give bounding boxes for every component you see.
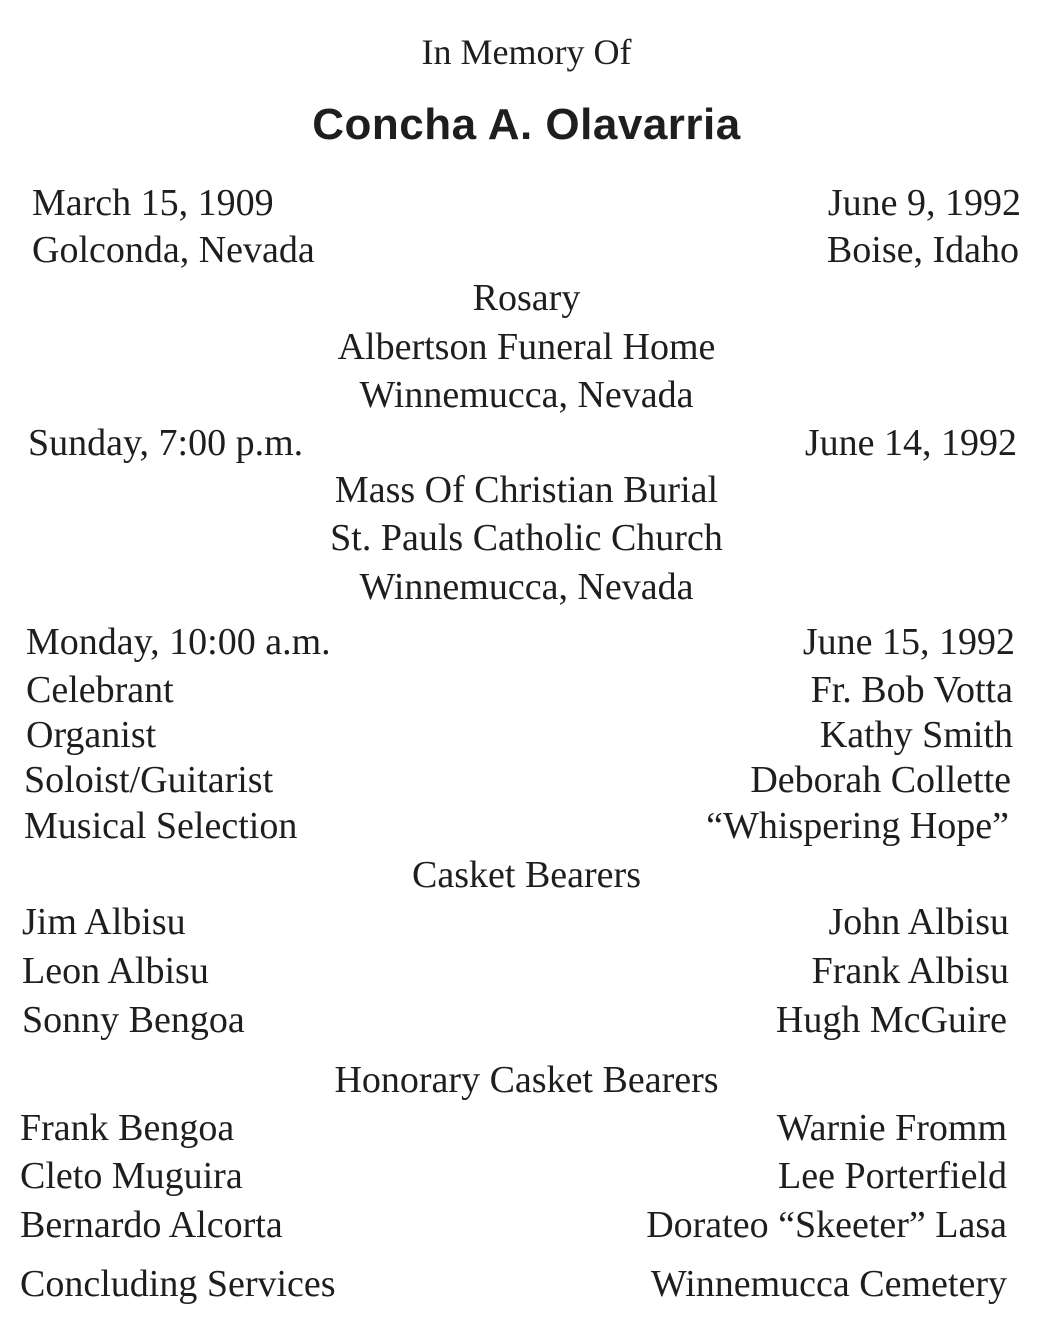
- mass-city-text: Winnemucca, Nevada: [359, 566, 694, 608]
- casket-bearers-title: [0, 853, 1053, 897]
- honorary-name: Bernardo Alcorta: [20, 1204, 283, 1246]
- honorary-bearers-title-text: Honorary Casket Bearers: [334, 1059, 719, 1101]
- bearer-name: Leon Albisu: [22, 950, 209, 992]
- mass-date: June 15, 1992: [802, 621, 1015, 663]
- mass-venue-text: St. Pauls Catholic Church: [330, 517, 723, 559]
- mass-city: [0, 565, 1053, 609]
- birth-place: Golconda, Nevada: [32, 229, 315, 271]
- role-label: Celebrant: [26, 669, 174, 711]
- concluding-label: Concluding Services: [20, 1263, 336, 1305]
- in-memory-text: In Memory Of: [421, 32, 632, 72]
- honorary-name: Lee Porterfield: [778, 1155, 1007, 1197]
- role-label: Musical Selection: [24, 805, 298, 847]
- rosary-venue: [0, 325, 1053, 369]
- role-value: Kathy Smith: [819, 714, 1013, 756]
- honorary-name: Dorateo “Skeeter” Lasa: [646, 1204, 1007, 1246]
- rosary-day-time: Sunday, 7:00 p.m.: [28, 422, 304, 464]
- bearer-name: Hugh McGuire: [775, 999, 1007, 1041]
- honorary-bearers-title: [0, 1058, 1053, 1102]
- rosary-city: [0, 373, 1053, 417]
- bearer-name: Jim Albisu: [22, 901, 186, 943]
- rosary-title-text: Rosary: [472, 277, 581, 319]
- deceased-name: [0, 98, 1053, 152]
- rosary-venue-text: Albertson Funeral Home: [337, 326, 716, 368]
- bearer-name: Sonny Bengoa: [22, 999, 245, 1041]
- role-value: “Whispering Hope”: [706, 805, 1009, 847]
- role-value: Deborah Collette: [750, 759, 1011, 801]
- death-date: June 9, 1992: [827, 182, 1021, 224]
- birth-date: March 15, 1909: [32, 182, 274, 224]
- mass-title: [0, 468, 1053, 512]
- bearer-name: John Albisu: [828, 901, 1009, 943]
- deceased-name-text: Concha A. Olavarria: [312, 100, 741, 149]
- death-place: Boise, Idaho: [826, 229, 1019, 271]
- concluding-value: Winnemucca Cemetery: [650, 1263, 1007, 1305]
- mass-day-time: Monday, 10:00 a.m.: [26, 621, 331, 663]
- honorary-name: Frank Bengoa: [20, 1107, 235, 1149]
- honorary-name: Cleto Muguira: [20, 1155, 243, 1197]
- rosary-title: [0, 276, 1053, 320]
- role-label: Organist: [26, 714, 157, 756]
- mass-title-text: Mass Of Christian Burial: [334, 469, 719, 511]
- bearer-name: Frank Albisu: [811, 950, 1009, 992]
- role-label: Soloist/Guitarist: [24, 759, 274, 801]
- rosary-city-text: Winnemucca, Nevada: [359, 374, 694, 416]
- in-memory-heading: [0, 30, 1053, 74]
- rosary-date: June 14, 1992: [804, 422, 1017, 464]
- role-value: Fr. Bob Votta: [810, 669, 1013, 711]
- honorary-name: Warnie Fromm: [776, 1107, 1007, 1149]
- mass-venue: [0, 516, 1053, 560]
- casket-bearers-title-text: Casket Bearers: [412, 854, 641, 896]
